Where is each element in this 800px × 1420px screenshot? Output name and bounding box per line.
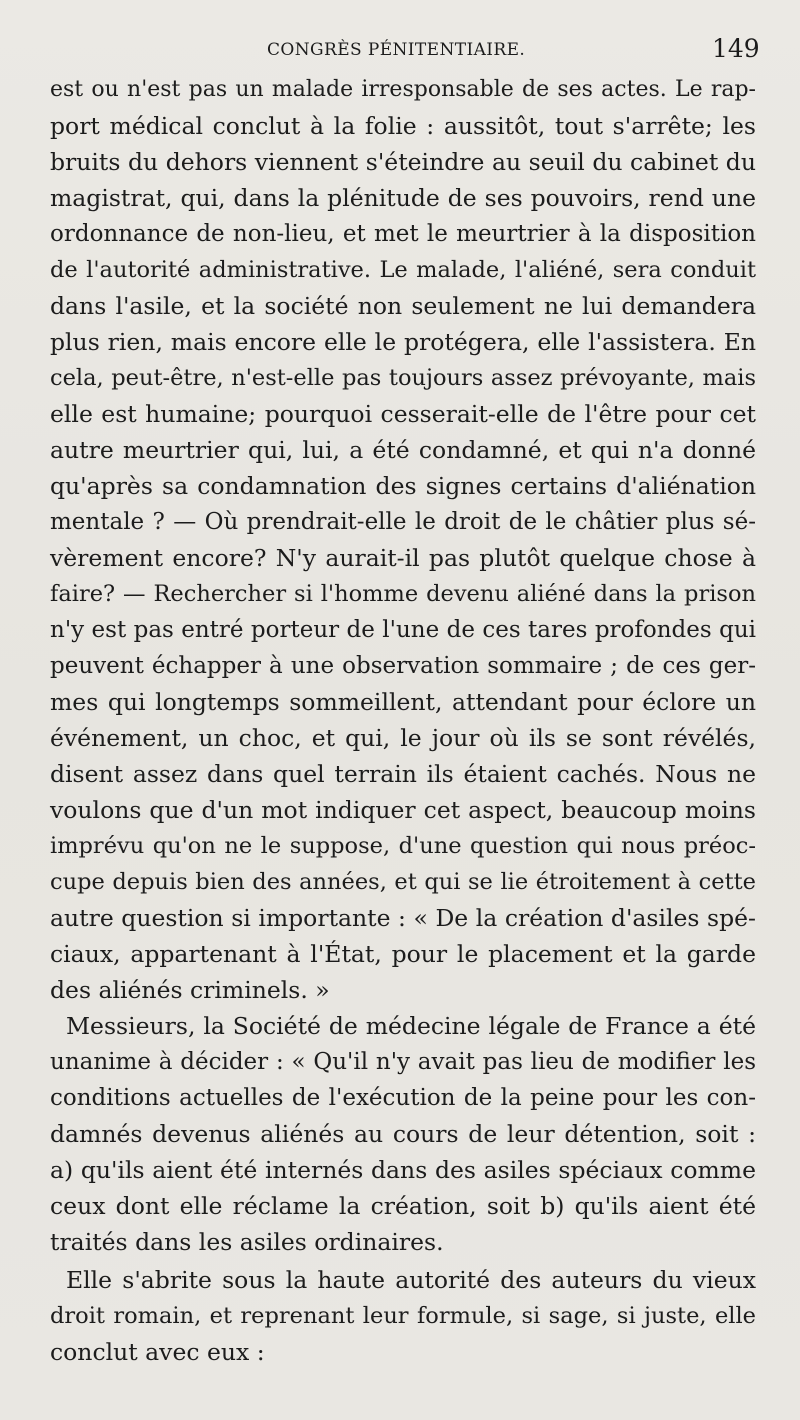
text-line: droit romain, et reprenant leur formule, si sage, si juste, elle	[50, 1303, 756, 1329]
text-line: Elle s'abrite sous la haute autorité des auteurs du vieux	[66, 1266, 756, 1294]
text-line: autre meurtrier qui, lui, a été condamné, et qui n'a donné	[50, 436, 756, 464]
text-line: conclut avec eux :	[50, 1338, 265, 1366]
text-line: dans l'asile, et la société non seulement ne lui demandera	[50, 292, 756, 320]
text-line: mes qui longtemps sommeillent, attendant pour éclore un	[50, 688, 756, 716]
text-line: cupe depuis bien des années, et qui se lie étroitement à cette	[50, 869, 756, 895]
text-line: est ou n'est pas un malade irresponsable de ses actes. Le rap-	[50, 77, 756, 102]
text-line: mentale ? — Où prendrait-elle le droit de le châtier plus sé-	[50, 509, 756, 535]
running-header	[0, 34, 800, 74]
text-line: de l'autorité administrative. Le malade, l'aliéné, sera conduit	[50, 257, 756, 283]
text-line: damnés devenus aliénés au cours de leur détention, soit :	[50, 1120, 756, 1148]
text-line: qu'après sa condamnation des signes certains d'aliénation	[50, 472, 756, 500]
text-line: bruits du dehors viennent s'éteindre au seuil du cabinet du	[50, 148, 756, 176]
text-line: autre question si importante : « De la création d'asiles spé-	[50, 904, 756, 932]
text-line: Messieurs, la Société de médecine légale de France a été	[66, 1012, 756, 1040]
text-line: unanime à décider : « Qu'il n'y avait pas lieu de modifier les	[50, 1049, 756, 1075]
text-line: vèrement encore? N'y aurait-il pas plutôt quelque chose à	[50, 544, 756, 572]
text-line: port médical conclut à la folie : aussitôt, tout s'arrête; les	[50, 112, 756, 140]
text-line: cela, peut-être, n'est-elle pas toujours assez prévoyante, mais	[50, 365, 756, 391]
text-line: disent assez dans quel terrain ils étaient cachés. Nous ne	[50, 760, 756, 788]
text-line: événement, un choc, et qui, le jour où ils se sont révélés,	[50, 724, 756, 752]
text-line: a) qu'ils aient été internés dans des asiles spéciaux comme	[50, 1156, 756, 1184]
text-line: ceux dont elle réclame la création, soit b) qu'ils aient été	[50, 1192, 756, 1220]
running-title: CONGRÈS PÉNITENTIAIRE.	[267, 40, 526, 60]
text-line: faire? — Rechercher si l'homme devenu aliéné dans la prison	[50, 581, 756, 607]
text-line: magistrat, qui, dans la plénitude de ses pouvoirs, rend une	[50, 184, 756, 212]
text-line: n'y est pas entré porteur de l'une de ces tares profondes qui	[50, 617, 756, 643]
page-number: 149	[712, 34, 760, 63]
text-line: peuvent échapper à une observation sommaire ; de ces ger-	[50, 653, 756, 679]
text-line: conditions actuelles de l'exécution de la peine pour les con-	[50, 1085, 756, 1111]
text-line: plus rien, mais encore elle le protégera, elle l'assistera. En	[50, 328, 756, 356]
text-line: traités dans les asiles ordinaires.	[50, 1228, 444, 1256]
text-line: ciaux, appartenant à l'État, pour le placement et la garde	[50, 940, 756, 968]
text-line: imprévu qu'on ne le suppose, d'une question qui nous préoc-	[50, 833, 756, 859]
text-line: ordonnance de non-lieu, et met le meurtrier à la disposition	[50, 221, 756, 247]
text-line: voulons que d'un mot indiquer cet aspect, beaucoup moins	[50, 796, 756, 824]
text-line: elle est humaine; pourquoi cesserait-elle de l'être pour cet	[50, 400, 756, 428]
text-line: des aliénés criminels. »	[50, 976, 330, 1004]
